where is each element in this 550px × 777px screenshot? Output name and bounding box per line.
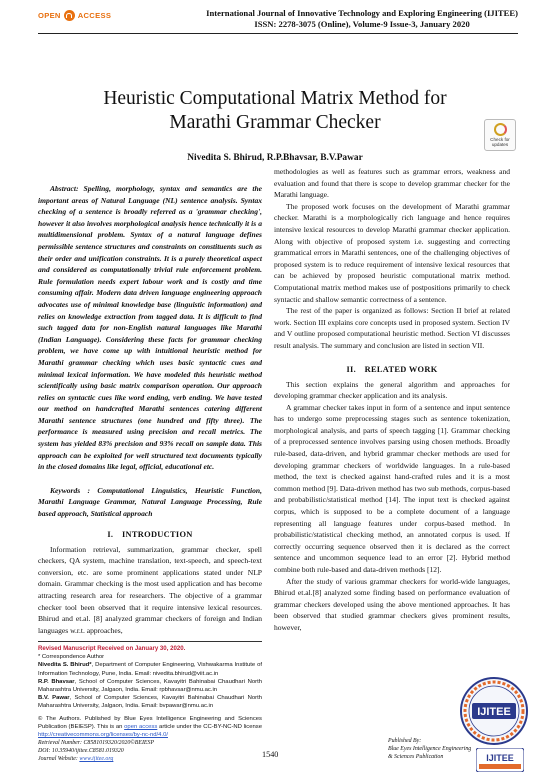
right-column: [274, 166, 510, 634]
revised-manuscript-note: Revised Manuscript Received on January 30, 2020.: [38, 645, 186, 653]
author-list: Nivedita S. Bhirud, R.P.Bhavsar, B.V.Pawar: [187, 153, 363, 163]
journal-name: International Journal of Innovative Technology and Exploring Engineering (IJITEE): [206, 8, 518, 18]
section-heading-related-work: II. RELATED WORK: [346, 364, 438, 374]
abstract: Abstract: Spelling, morphology, syntax and semantics are the important areas of Natural Language (NL) sentence analysis. Syntax checking of a sentence is broadly referred as a 'grammar checking', however it also involves morphological analysis hence technically it is a multidimensional problem. Syntax of a natural language defines permissible sentence structures and constraints on constituents such as their order and unification constraints. It is a purely theoretical aspect and considered as computationally trivial rule enforcement problem. Rule formulation needs expert labour work and is costly and time consuming affair. Modern data driven language engineering approach advocates use of minimal knowledge base (linguistic information) and relies on knowledge extraction from tagged data. It is difficult to find such tagged data for non-English natural languages like Marathi (Indian Language). Considering these facts for grammar checking problem, we have come up with intuitional heuristic method for Marathi grammar checking which uses basic syntactic cues and minimal lexical information. We have modeled this heuristic method scientifically using basic matrix comparison operation. Our approach relies on syntactic cues like word ending, verb ending. We have tested our method on handcrafted Marathi sentences catering different Marathi sentence structures (one hundred and fifty three). The performance is measured using precision and recall metrics. The system has yielded 83% precision and 93% recall on sample data. This approach can be exploited for well structured text documents typically in the closed domains like legal, official, educational etc.: [38, 184, 262, 472]
logo-text: IJITEE: [486, 753, 514, 763]
paper-organization-text: The rest of the paper is organized as follows: Section II brief at related work. Section III explains core concepts used in proposed system. Section IV and V outline proposed computational heuristic method. Section VI discusses result analysis. The summary and conclusion are listed in section VII.: [274, 306, 510, 350]
website-label: Journal Website:: [38, 756, 80, 763]
retrieval-number: Retrieval Number: C8581019320/2020©BEIESP: [38, 740, 155, 746]
license-middle: article under the CC-BY-NC-ND license: [157, 724, 262, 731]
publisher-line-1: Blue Eyes Intelligence Engineering: [388, 746, 472, 753]
author-affiliation-2: [38, 678, 262, 694]
website-link[interactable]: www.ijitee.org: [79, 756, 114, 763]
license-prefix: © The Authors. Published by Blue Eyes Intelligence Engineering and Sciences Publication (BEIESP). This is an: [38, 716, 262, 731]
correspondence-note: * Correspondence Author: [38, 654, 105, 661]
publisher-logo: [476, 748, 524, 772]
author-affiliation-1: [38, 661, 262, 677]
author-3-name: B.V. Pawar: [38, 694, 70, 701]
published-by-label: Published By:: [388, 738, 422, 744]
open-access-lock-icon: [64, 10, 75, 21]
title-line-2: Marathi Grammar Checker: [169, 112, 381, 133]
related-work-analysis: After the study of various grammar checkers for world-wide languages, Bhirud et.al.[8] analyzed some finding based on performance evaluation of grammar checkers developed using the above mentioned approaches. It has been observed that studied grammar checkers gives prominent results, however,: [274, 576, 510, 632]
footnote-rule: [38, 641, 262, 642]
page-number: 1540: [262, 750, 279, 759]
open-access-link[interactable]: open access: [124, 724, 158, 731]
author-3-details: , School of Computer Sciences, Kavayitri Bahinabai Chaudhari North Maharashtra University, Jalgaon, India. Email: bvpawar@nmu.ac.in: [38, 694, 262, 709]
footer-identifiers: [38, 739, 154, 764]
author-2-details: , School of Computer Sciences, Kavayitri Bahinabai Chaudhari North Maharashtra University, Jalgaon, India. Email: rpbhavsar@nmu.ac.in: [38, 678, 262, 693]
intro-continued-text: methodologies as well as features such as grammar errors, weakness and evaluation and found that there is scope to develop grammar checker for the Marathi language.: [274, 167, 510, 200]
proposed-work-text: The proposed work focuses on the development of Marathi grammar checker. Marathi is a morphologically rich language and hence requires intensive lexical resources to develop Marathi grammar checker application. Along with objective of proposed system i.e. suggesting and correcting grammatical errors in Marathi sentences, one of the challenging objectives of proposed system is to reduce requirement of intensive lexical resources that can be achieved by proposed heuristic computational matrix method. Computational matrix method makes use of postpositions primarily to check syntactic and shallow semantic correctness of a sentence.: [274, 201, 510, 304]
check-updates-label: Check for updates: [490, 137, 510, 147]
journal-issn: ISSN: 2278-3075 (Online), Volume-9 Issue-3, January 2020: [254, 19, 470, 29]
introduction-text: Information retrieval, summarization, grammar checker, spell checkers, QA system, machine translation, text-speech, and speech-text conversion, etc. are some prominent applications stated under NLP domain. Grammar checking is the most used application and has become attracting research area for researchers. The objective of a grammar checker tool been observed that it require intensive lexical resources. Bhirud and et.al. [8] analyzed grammar checkers of foreign and Indian languages w.r.t. approaches,: [38, 544, 262, 635]
journal-website: [38, 755, 154, 763]
seal-text: IJITEE: [477, 706, 511, 718]
access-label: ACCESS: [77, 11, 112, 20]
title-line-1: Heuristic Computational Matrix Method for: [103, 88, 447, 109]
doi: DOI: 10.35940/ijitee.C8581.019320: [38, 748, 124, 755]
header-rule: [38, 33, 518, 34]
author-2-name: R.P. Bhavsar: [38, 678, 75, 685]
open-label: OPEN: [38, 11, 61, 20]
keywords: Keywords : Computational Linguistics, Heuristic Function, Marathi Language Grammar, Natural Language Processing, Rule based approach, Statistical approach: [38, 485, 262, 519]
open-access-badge: [38, 10, 111, 21]
paper-title: [60, 87, 490, 135]
check-updates-icon: [494, 123, 507, 136]
related-work-methods: A grammar checker takes input in form of a sentence and input sentence has to undergo some preprocessing stages such as sentence tokenization, morphological analysis, and parts of speech tagging [1]. Grammar checking of a preprocessed sentence involves parsing using chosen methods. Broadly rule-based, data-driven, and hybrid grammar checker methods are used for developing grammar checkers of worldwide languages. In a rule-based method, the text is checked against hand-crafted rules and it is a most common method [9]. Data-driven method has two sub methods, corpus-based and probabilistic/statistical method [14]. The input text is checked against corpus, which is supposed to be a complete document of a language representing all language features under corpus-based method. In probabilistic/statistical checking method, an annotated corpus is used. If correctly occurring sequence observed then it is declared as the correct sentence and uncommon sequence lead to an error [2]. Hybrid method combine both rule-based and data-driven methods [12].: [274, 402, 510, 574]
journal-seal-icon: [458, 675, 530, 747]
author-1-name: Nivedita S. Bhirud*: [38, 662, 92, 669]
author-affiliation-3: [38, 694, 262, 710]
journal-header: [206, 8, 518, 30]
author-1-details: , Department of Computer Engineering, Vishwakarma Institute of Information Technology, Pune, India. Email: nivedita.bhirud@viit.ac.in: [38, 662, 262, 677]
related-work-intro: This section explains the general algorithm and approaches for developing grammar checker application and its analysis.: [274, 379, 510, 401]
license-note: [38, 715, 262, 739]
license-url-link[interactable]: http://creativecommons.org/licenses/by-nc-nd/4.0/: [38, 732, 168, 739]
section-heading-introduction: I. INTRODUCTION: [107, 529, 193, 539]
publisher-line-2: & Sciences Publication: [388, 754, 444, 761]
check-for-updates-badge[interactable]: [484, 119, 516, 151]
left-column: [38, 183, 262, 739]
